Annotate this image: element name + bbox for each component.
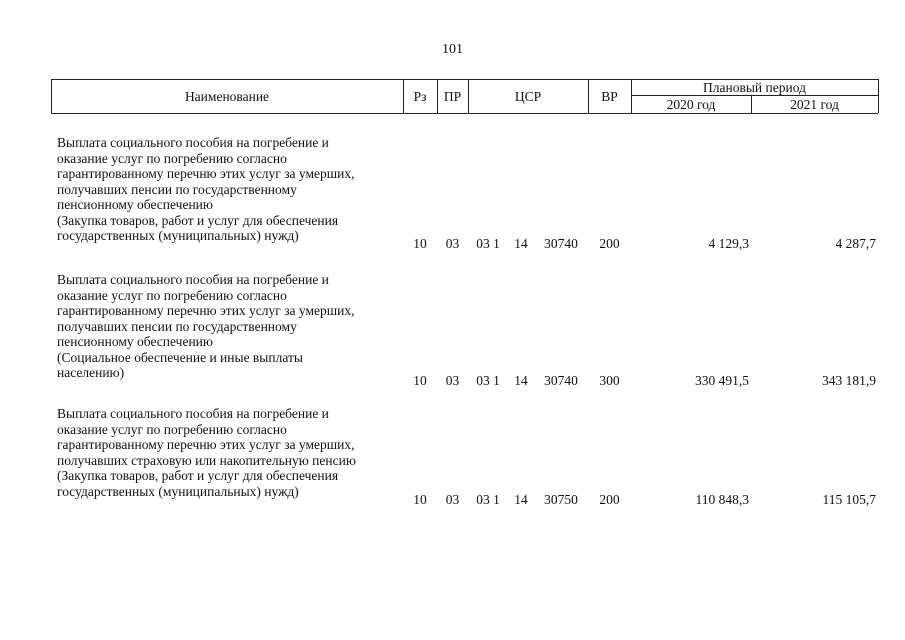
row-rz: 10 <box>413 236 427 251</box>
row-name-line: (Социальное обеспечение и иные выплаты <box>57 349 303 365</box>
column-header-2020: 2020 год <box>666 97 716 112</box>
row-rz: 10 <box>413 373 427 388</box>
row-csr-direction: 30740 <box>544 373 578 388</box>
row-csr-program: 03 1 <box>476 373 500 388</box>
row-name <box>57 406 402 499</box>
row-name-line: получавших пенсии по государственному <box>57 181 297 197</box>
row-csr-program: 03 1 <box>476 236 500 251</box>
row-value-2021: 115 105,7 <box>822 492 876 507</box>
row-name-line: (Закупка товаров, работ и услуг для обеспечения <box>57 212 339 228</box>
row-name-line: оказание услуг по погребению согласно <box>57 150 287 166</box>
row-value-2021: 4 287,7 <box>835 236 876 251</box>
row-name-line: (Закупка товаров, работ и услуг для обеспечения <box>57 468 339 483</box>
row-vr: 200 <box>599 236 620 251</box>
column-header-vr: ВР <box>601 89 618 104</box>
row-value-2020: 110 848,3 <box>695 492 749 507</box>
row-name-line: гарантированному перечню этих услуг за умерших, <box>57 166 355 181</box>
row-csr-subprogram: 14 <box>514 236 528 251</box>
row-pr: 03 <box>445 492 460 507</box>
column-header-rz: Рз <box>413 89 427 104</box>
row-csr-program: 03 1 <box>476 492 500 507</box>
row-name-line: пенсионному обеспечению <box>57 334 213 349</box>
row-name-line: Выплата социального пособия на погребение и <box>57 135 329 150</box>
row-name-line: населению) <box>57 365 125 380</box>
row-name-line: оказание услуг по погребению согласно <box>57 287 287 303</box>
row-rz: 10 <box>413 492 427 507</box>
row-vr: 300 <box>599 373 620 388</box>
row-name-line: оказание услуг по погребению согласно <box>57 421 287 437</box>
row-csr-subprogram: 14 <box>514 373 528 388</box>
row-name-line: гарантированному перечню этих услуг за умерших, <box>57 303 355 318</box>
row-pr: 03 <box>445 236 460 251</box>
column-header-planned-period: Плановый период <box>703 80 806 95</box>
row-name-line: государственных (муниципальных) нужд) <box>57 228 299 243</box>
row-vr: 200 <box>599 492 620 507</box>
column-header-name: Наименование <box>184 89 270 104</box>
page-number: 101 <box>442 42 463 57</box>
row-value-2021: 343 181,9 <box>822 373 876 388</box>
row-csr-subprogram: 14 <box>514 492 528 507</box>
column-header-2021: 2021 год <box>790 97 839 112</box>
row-name <box>57 272 402 381</box>
row-value-2020: 330 491,5 <box>695 373 749 388</box>
column-header-csr: ЦСР <box>514 89 542 104</box>
row-name <box>57 135 402 244</box>
row-csr-direction: 30740 <box>544 236 578 251</box>
row-name-line: государственных (муниципальных) нужд) <box>57 483 299 499</box>
row-csr-direction: 30750 <box>544 492 578 507</box>
row-name-line: Выплата социального пособия на погребение и <box>57 272 329 287</box>
row-name-line: пенсионному обеспечению <box>57 197 213 212</box>
row-name-line: получавших пенсии по государственному <box>57 318 297 334</box>
column-header-pr: ПР <box>443 89 462 104</box>
row-pr: 03 <box>445 373 460 388</box>
row-name-line: Выплата социального пособия на погребение и <box>57 406 329 421</box>
row-name-line: гарантированному перечню этих услуг за умерших, <box>57 437 355 452</box>
row-value-2020: 4 129,3 <box>708 236 749 251</box>
row-name-line: получавших страховую или накопительную пенсию <box>57 452 356 468</box>
